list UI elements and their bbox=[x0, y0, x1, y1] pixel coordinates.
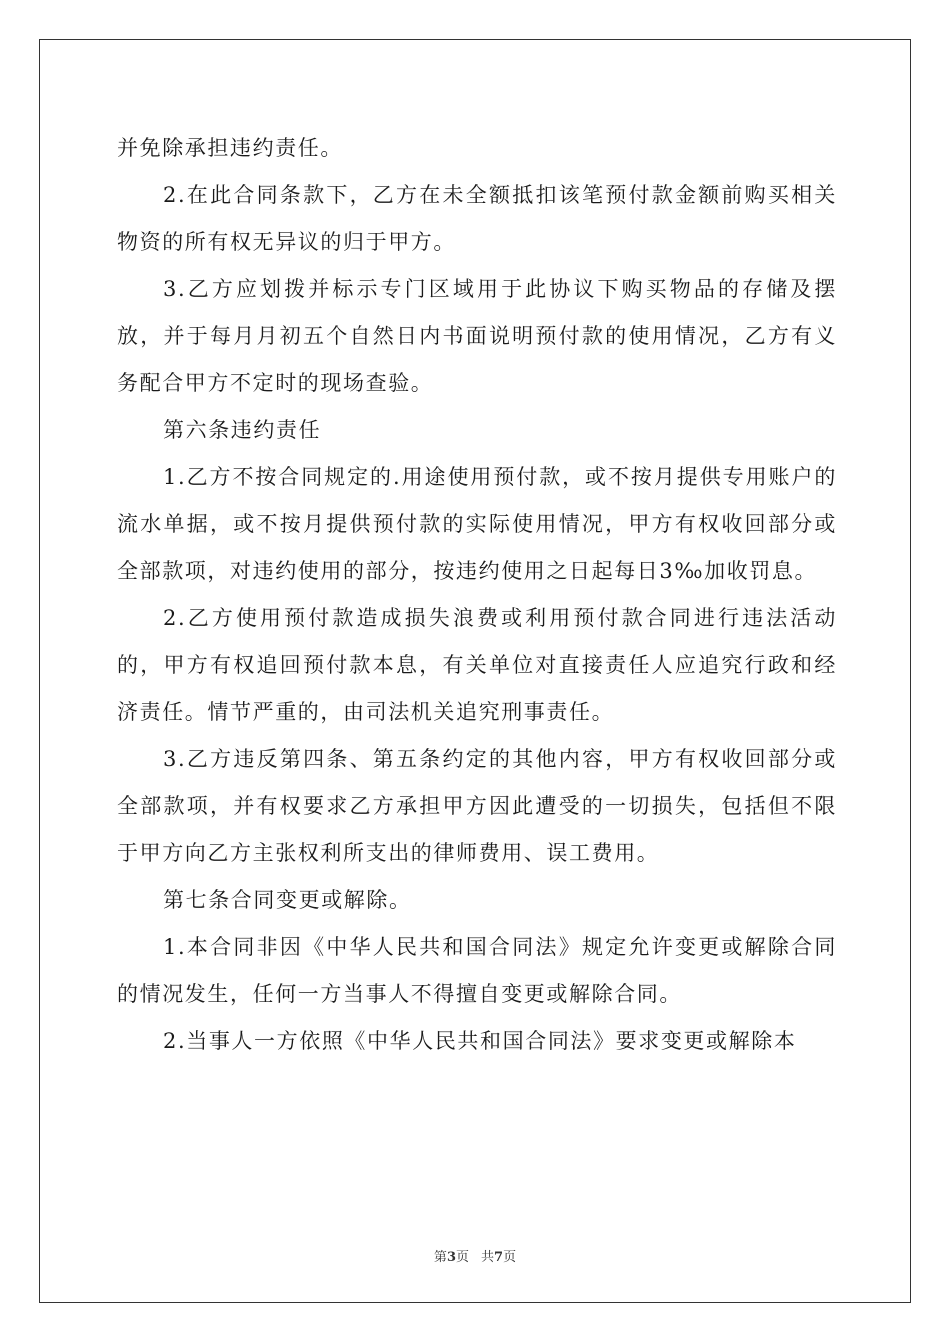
section-heading: 第七条合同变更或解除。 bbox=[163, 888, 412, 912]
paragraph: 3.乙方违反第四条、第五条约定的其他内容，甲方有权收回部分或全部款项，并有权要求乙方承担甲方因此遭受的一切损失，包括但不限于甲方向乙方主张权利所支出的律师费用、误工费用。 bbox=[117, 747, 837, 865]
page-number: 3 bbox=[446, 1250, 456, 1265]
total-pages: 7 bbox=[494, 1250, 504, 1265]
paragraph: 1.乙方不按合同规定的.用途使用预付款，或不按月提供专用账户的流水单据，或不按月提供预付款的实际使用情况，甲方有权收回部分或全部款项，对违约使用的部分，按违约使用之日起每日3‰加收罚息。 bbox=[117, 465, 837, 583]
total-prefix: 共 bbox=[481, 1250, 495, 1265]
paragraph: 2.当事人一方依照《中华人民共和国合同法》要求变更或解除本 bbox=[163, 1029, 797, 1053]
paragraph: 1.本合同非因《中华人民共和国合同法》规定允许变更或解除合同的情况发生，任何一方当事人不得擅自变更或解除合同。 bbox=[117, 935, 837, 1006]
page-prefix: 第 bbox=[433, 1250, 447, 1265]
page-footer bbox=[0, 1246, 950, 1265]
paragraph: 2.乙方使用预付款造成损失浪费或利用预付款合同进行违法活动的，甲方有权追回预付款本息，有关单位对直接责任人应追究行政和经济责任。情节严重的，由司法机关追究刑事责任。 bbox=[117, 606, 837, 724]
paragraph: 2.在此合同条款下，乙方在未全额抵扣该笔预付款金额前购买相关物资的所有权无异议的归于甲方。 bbox=[117, 183, 837, 254]
document-body bbox=[117, 125, 837, 1065]
paragraph: 3.乙方应划拨并标示专门区域用于此协议下购买物品的存储及摆放，并于每月月初五个自然日内书面说明预付款的使用情况，乙方有义务配合甲方不定时的现场查验。 bbox=[117, 277, 837, 395]
paragraph: 并免除承担违约责任。 bbox=[117, 136, 343, 160]
total-suffix: 页 bbox=[503, 1250, 517, 1265]
page-suffix: 页 bbox=[455, 1250, 469, 1265]
section-heading: 第六条违约责任 bbox=[163, 418, 322, 442]
